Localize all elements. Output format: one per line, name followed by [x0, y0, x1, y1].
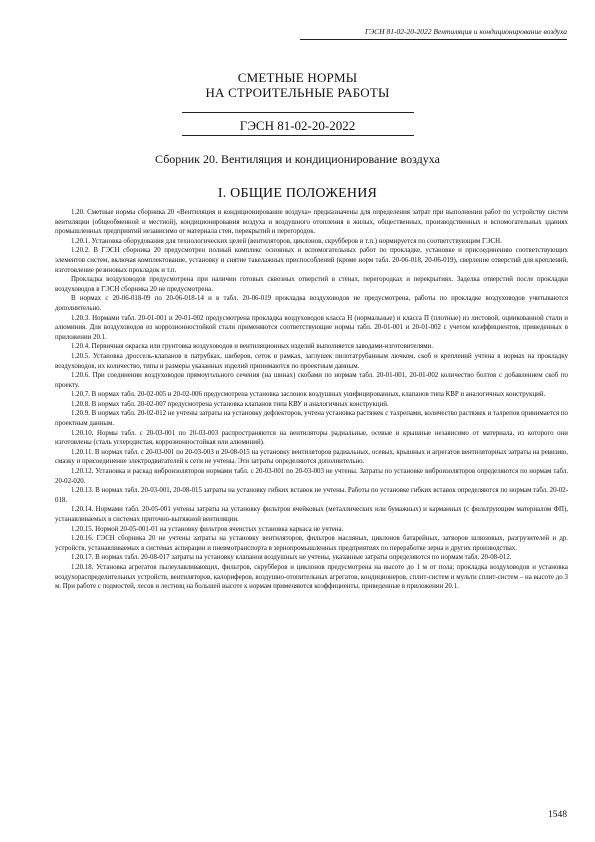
paragraph: 1.20.11. В нормах табл. с 20-03-001 по 20-03-003 и 20-08-015 на установку вентиляторов радиальных, осевых, крышных и агрегатов вентиляторных затраты на ревизию, смазку и присоединение электродвигателей к сети не учтены. Эти затраты определяются дополнительно. [55, 448, 568, 466]
paragraph: 1.20.9. В нормах табл. 20-02-012 не учтены затраты на установку дефлекторов, учтена установка растяжек с талрепами, количество растяжек и талрепов принимается по проектным данным. [55, 410, 568, 428]
title-divider-bottom [182, 135, 414, 136]
paragraph: Прокладка воздуховодов предусмотрена при наличии готовых сквозных отверстий в стенах, перегородках и перекрытиях. Заделка отверстий после прокладки воздуховодов в ГЭСН сборника 20 не предусмотрена. [55, 276, 568, 293]
document-title [0, 70, 595, 100]
paragraph: 1.20.2. В ГЭСН сборника 20 предусмотрен полный комплекс основных и вспомогательных работ по прокладке, установке и присоединению соответствующих элементов систем, включая комплектование, установку и снятие такелажных приспособлений (кроме норм табл. 20-06-018, 20-06-019), сверление отверстий для креплений, изготовление резиновых прокладок и т.п. [55, 247, 568, 274]
paragraph: 1.20.15. Нормой 20-05-001-01 на установку фильтров ячеистых установка каркаса не учтена. [71, 525, 344, 533]
paragraph: 1.20.1. Установка оборудования для технологических целей (вентиляторов, циклонов, скрубберов и т.п.) нормируется по соответствующим ГЭСН. [71, 237, 502, 245]
paragraph: 1.20.17. В нормах табл. 20-08-017 затраты на установку клапанов воздушных не учтены, указанные затраты определяются по нормам табл. 20-08-012. [71, 554, 512, 562]
paragraph: 1.20.12. Установка и раскад виброизоляторов нормами табл. с 20-03-001 по 20-03-003 не учтены. Затраты по установке виброизоляторов определяются по нормам табл. 20-02-020. [55, 468, 568, 485]
running-header: ГЭСН 81-02-20-2022 Вентиляция и кондиционирование воздуха [300, 27, 567, 40]
paragraph: 1.20.3. Нормами табл. 20-01-001 и 20-01-002 предусмотрена прокладка воздуховодов класса Н (нормальные) и класса П (плотные) из листовой, оцинкованной стали и алюминия. Для воздуховодов из коррозионностойкой стали применяются соответствующие нормы табл. 20-01-001 и 20-01-002 с учетом коэффициентов, приведенных в приложении 20.1. [55, 314, 568, 341]
paragraph: 1.20.6. При соединении воздуховодов прямоугольного сечения (на шинах) скобами по нормам табл. 20-01-001, 20-01-002 количество болтов с добавлением скоб по проекту. [55, 372, 568, 389]
collection-title: Сборник 20. Вентиляция и кондиционирование воздуха [155, 152, 440, 166]
paragraph: 1.20.16. ГЭСН сборника 20 не учтены затраты на установку вентиляторов, фильтров масляных, циклонов батарейных, затворов шлюзовых, разгрузителей и др. устройств, устанавливаемых в системах аспирации и пневмотранспорта в зернопромышленных предприятиях по переработке зерна и других производствах. [55, 535, 568, 552]
standard-code: ГЭСН 81-02-20-2022 [239, 118, 356, 133]
paragraph: 1.20.14. Нормами табл. 20-05-001 учтены затраты на установку фильтров ячейковых (металлических или бумажных) и карманных (с фильтрующим материалом ФП), устанавливаемых в системах приточно-вытяжной вентиляции. [55, 506, 568, 523]
body-text [55, 208, 568, 592]
title-divider-top [182, 112, 414, 113]
paragraph: 1.20.4. Первичная окраска или грунтовка воздуховодов и вентиляционных изделий выполняется заводами-изготовителями. [71, 343, 433, 351]
paragraph: 1.20.10. Нормы табл. с 20-03-001 по 20-03-003 распространяются на вентиляторы радиальные, осевые и крышные независимо от материала, из которого они изготовлены (сталь углеродистая, коррозионностойкая или алюминий). [55, 429, 568, 447]
title-line-1: СМЕТНЫЕ НОРМЫ [237, 70, 358, 85]
section-heading: I. ОБЩИЕ ПОЛОЖЕНИЯ [217, 186, 378, 201]
page-number: 1548 [548, 810, 567, 820]
title-line-2: НА СТРОИТЕЛЬНЫЕ РАБОТЫ [205, 85, 390, 100]
paragraph: 1.20. Сметные нормы сборника 20 «Вентиляция и кондиционирование воздуха» предназначены для определения затрат при выполнении работ по устройству систем вентиляции (общеобменной и местной), кондиционирования воздуха и воздушного отопления в жилых, общественных, производственных и вспомогательных зданиях промышленных предприятий независимо от материала стен, перекрытий и перегородок. [55, 209, 568, 236]
paragraph: 1.20.18. Установка агрегатов пылеулавливающих, фильтров, скрубберов и циклонов предусмотрена на высоте до 1 м от пола; прокладка воздуховодов и установка воздухораспределительных устройств, вентиляторов, калориферов, воздушно-отопительных агрегатов, кондиционеров, сплит-систем и мульти сплит-систем – на высоте до 3 м. При работе с подмостей, лесов и лестниц на большей высоте к нормам применяются коэффициенты, приведенные в приложении 20.1. [55, 563, 568, 591]
paragraph: 1.20.13. В нормах табл. 20-03-001, 20-08-015 затраты на установку гибких вставок не учтены. Работы по установке гибких вставок определяются по нормам табл. 20-02-018. [55, 487, 568, 504]
paragraph: 1.20.5. Установка дроссель-клапанов в патрубках, шиберов, сеток в рамках, заглушек пилотатрубанным лючком, скоб и креплений учтена в нормах на прокладку воздуховодов, их количество, типы и размеры указанных изделий принимаются по проектным данным. [55, 352, 568, 370]
paragraph: 1.20.8. В нормах табл. 20-02-007 предусмотрена установка клапанов типа КВУ и аналогичных конструкций. [71, 400, 389, 408]
paragraph: В нормах с 20-06-018-09 по 20-06-018-14 и в табл. 20-06-019 прокладка воздуховодов не предусмотрена, работы по прокладке воздуховодов учитываются дополнительно. [55, 295, 568, 312]
paragraph: 1.20.7. В нормах табл. 20-02-005 и 20-02-006 предусмотрена установка заслонок воздушных унифицированных, клапанов типа КВР и аналогичных конструкций. [71, 391, 546, 399]
